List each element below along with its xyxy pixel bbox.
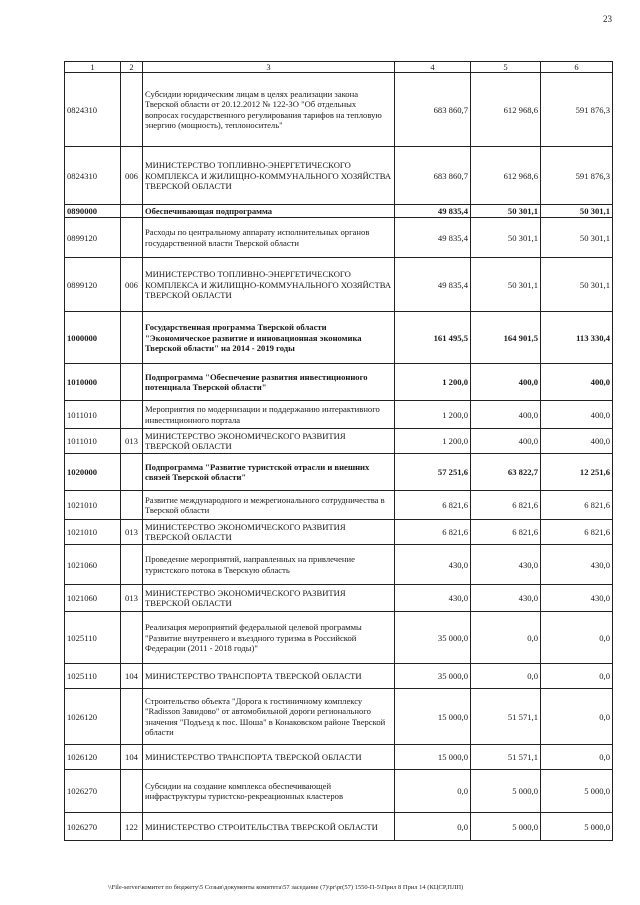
cell-name: Государственная программа Тверской области "Экономическое развитие и инновационная экономика Тверской области" на 2014 - 2019 годы <box>143 312 395 364</box>
cell-expense-type: 013 <box>121 520 143 545</box>
cell-value-col5: 51 571,1 <box>471 689 541 745</box>
cell-expense-type <box>121 545 143 585</box>
table-row <box>65 813 613 841</box>
cell-expense-type <box>121 218 143 258</box>
cell-value-col5: 5 000,0 <box>471 770 541 813</box>
cell-value-col4: 57 251,6 <box>395 454 471 491</box>
cell-code: 1021060 <box>65 545 121 585</box>
cell-expense-type: 006 <box>121 258 143 312</box>
cell-value-col4: 35 000,0 <box>395 612 471 664</box>
cell-value-col4: 15 000,0 <box>395 745 471 770</box>
page-number: 23 <box>603 14 612 24</box>
cell-expense-type <box>121 364 143 401</box>
table-row <box>65 545 613 585</box>
cell-name: Проведение мероприятий, направленных на привлечение туристского потока в Тверскую область <box>143 545 395 585</box>
table-row <box>65 147 613 205</box>
cell-code: 1026120 <box>65 689 121 745</box>
cell-name: Субсидии на создание комплекса обеспечивающей инфраструктуры туристско-рекреационных кластеров <box>143 770 395 813</box>
cell-value-col6: 50 301,1 <box>541 218 613 258</box>
cell-expense-type <box>121 205 143 218</box>
table-row <box>65 73 613 147</box>
cell-expense-type: 122 <box>121 813 143 841</box>
cell-code: 1025110 <box>65 612 121 664</box>
cell-value-col4: 49 835,4 <box>395 218 471 258</box>
cell-value-col5: 400,0 <box>471 364 541 401</box>
table-row <box>65 258 613 312</box>
cell-name: Подпрограмма "Развитие туристской отрасли и внешних связей Тверской области" <box>143 454 395 491</box>
cell-value-col6: 6 821,6 <box>541 520 613 545</box>
cell-value-col4: 35 000,0 <box>395 664 471 689</box>
cell-value-col4: 161 495,5 <box>395 312 471 364</box>
cell-expense-type <box>121 454 143 491</box>
cell-code: 0824310 <box>65 147 121 205</box>
cell-expense-type: 104 <box>121 745 143 770</box>
cell-value-col6: 12 251,6 <box>541 454 613 491</box>
cell-expense-type: 013 <box>121 429 143 454</box>
cell-value-col4: 1 200,0 <box>395 364 471 401</box>
cell-value-col6: 400,0 <box>541 401 613 429</box>
cell-name: МИНИСТЕРСТВО ЭКОНОМИЧЕСКОГО РАЗВИТИЯ ТВЕРСКОЙ ОБЛАСТИ <box>143 520 395 545</box>
cell-value-col6: 0,0 <box>541 612 613 664</box>
cell-value-col5: 63 822,7 <box>471 454 541 491</box>
cell-value-col5: 430,0 <box>471 585 541 612</box>
table-row <box>65 401 613 429</box>
cell-value-col5: 400,0 <box>471 401 541 429</box>
cell-code: 1020000 <box>65 454 121 491</box>
cell-value-col4: 49 835,4 <box>395 258 471 312</box>
table-row <box>65 745 613 770</box>
table-row <box>65 312 613 364</box>
column-header: 2 <box>121 62 143 73</box>
cell-name: МИНИСТЕРСТВО ЭКОНОМИЧЕСКОГО РАЗВИТИЯ ТВЕРСКОЙ ОБЛАСТИ <box>143 585 395 612</box>
cell-value-col5: 6 821,6 <box>471 520 541 545</box>
cell-name: Мероприятия по модернизации и поддержанию интерактивного инвестиционного портала <box>143 401 395 429</box>
cell-name: МИНИСТЕРСТВО ТОПЛИВНО-ЭНЕРГЕТИЧЕСКОГО КОМПЛЕКСА И ЖИЛИЩНО-КОММУНАЛЬНОГО ХОЗЯЙСТВА ТВЕРСКОЙ ОБЛАСТИ <box>143 258 395 312</box>
cell-code: 0824310 <box>65 73 121 147</box>
cell-expense-type: 013 <box>121 585 143 612</box>
cell-value-col6: 0,0 <box>541 689 613 745</box>
table-row <box>65 585 613 612</box>
cell-expense-type <box>121 401 143 429</box>
cell-expense-type: 104 <box>121 664 143 689</box>
cell-value-col4: 0,0 <box>395 813 471 841</box>
cell-value-col4: 6 821,6 <box>395 520 471 545</box>
cell-code: 1000000 <box>65 312 121 364</box>
cell-value-col5: 50 301,1 <box>471 218 541 258</box>
cell-value-col4: 1 200,0 <box>395 401 471 429</box>
cell-code: 0899120 <box>65 218 121 258</box>
cell-expense-type <box>121 73 143 147</box>
cell-name: МИНИСТЕРСТВО ТОПЛИВНО-ЭНЕРГЕТИЧЕСКОГО КОМПЛЕКСА И ЖИЛИЩНО-КОММУНАЛЬНОГО ХОЗЯЙСТВА ТВЕРСКОЙ ОБЛАСТИ <box>143 147 395 205</box>
table-header-row <box>65 62 613 73</box>
cell-code: 1011010 <box>65 401 121 429</box>
table-row <box>65 520 613 545</box>
table-row <box>65 491 613 520</box>
cell-value-col5: 5 000,0 <box>471 813 541 841</box>
table-row <box>65 770 613 813</box>
cell-value-col4: 683 860,7 <box>395 73 471 147</box>
cell-name: Реализация мероприятий федеральной целевой программы "Развитие внутреннего и въездного туризма в Российской Федерации (2011 - 2018 годы)" <box>143 612 395 664</box>
cell-value-col5: 51 571,1 <box>471 745 541 770</box>
cell-value-col5: 50 301,1 <box>471 258 541 312</box>
column-header: 1 <box>65 62 121 73</box>
table-row <box>65 612 613 664</box>
cell-value-col4: 49 835,4 <box>395 205 471 218</box>
cell-value-col4: 430,0 <box>395 545 471 585</box>
cell-value-col4: 430,0 <box>395 585 471 612</box>
cell-value-col4: 683 860,7 <box>395 147 471 205</box>
cell-code: 1025110 <box>65 664 121 689</box>
cell-code: 1021010 <box>65 491 121 520</box>
budget-table <box>64 61 613 841</box>
cell-code: 1011010 <box>65 429 121 454</box>
table-row <box>65 429 613 454</box>
table-row <box>65 664 613 689</box>
cell-value-col6: 113 330,4 <box>541 312 613 364</box>
cell-value-col5: 0,0 <box>471 664 541 689</box>
cell-value-col6: 430,0 <box>541 585 613 612</box>
cell-value-col5: 164 901,5 <box>471 312 541 364</box>
cell-code: 1010000 <box>65 364 121 401</box>
cell-value-col5: 50 301,1 <box>471 205 541 218</box>
column-header: 3 <box>143 62 395 73</box>
cell-value-col6: 5 000,0 <box>541 770 613 813</box>
cell-expense-type: 006 <box>121 147 143 205</box>
cell-expense-type <box>121 770 143 813</box>
cell-value-col6: 430,0 <box>541 545 613 585</box>
cell-value-col6: 400,0 <box>541 429 613 454</box>
table-row <box>65 689 613 745</box>
table-row <box>65 364 613 401</box>
cell-code: 1021060 <box>65 585 121 612</box>
cell-value-col5: 612 968,6 <box>471 147 541 205</box>
cell-name: Субсидии юридическим лицам в целях реализации закона Тверской области от 20.12.2012 № 122-ЗО "Об отдельных вопросах государственного регулирования тарифов на тепловую энергию (мощность), теплоноситель" <box>143 73 395 147</box>
cell-value-col6: 0,0 <box>541 664 613 689</box>
column-header: 6 <box>541 62 613 73</box>
cell-name: МИНИСТЕРСТВО ЭКОНОМИЧЕСКОГО РАЗВИТИЯ ТВЕРСКОЙ ОБЛАСТИ <box>143 429 395 454</box>
cell-value-col4: 15 000,0 <box>395 689 471 745</box>
cell-value-col6: 6 821,6 <box>541 491 613 520</box>
cell-code: 1026270 <box>65 813 121 841</box>
cell-code: 0890000 <box>65 205 121 218</box>
cell-value-col6: 591 876,3 <box>541 147 613 205</box>
table-row <box>65 454 613 491</box>
cell-expense-type <box>121 312 143 364</box>
cell-value-col6: 50 301,1 <box>541 205 613 218</box>
cell-value-col5: 0,0 <box>471 612 541 664</box>
cell-name: МИНИСТЕРСТВО СТРОИТЕЛЬСТВА ТВЕРСКОЙ ОБЛАСТИ <box>143 813 395 841</box>
cell-value-col6: 591 876,3 <box>541 73 613 147</box>
column-header: 4 <box>395 62 471 73</box>
cell-value-col6: 5 000,0 <box>541 813 613 841</box>
cell-code: 1026270 <box>65 770 121 813</box>
cell-name: Строительство объекта "Дорога к гостиничному комплексу "Radisson Завидово" от автомобильной дороги регионального значения "Подъезд к пос. Шоша" в Конаковском районе Тверской области <box>143 689 395 745</box>
table-row <box>65 205 613 218</box>
cell-name: МИНИСТЕРСТВО ТРАНСПОРТА ТВЕРСКОЙ ОБЛАСТИ <box>143 745 395 770</box>
cell-name: МИНИСТЕРСТВО ТРАНСПОРТА ТВЕРСКОЙ ОБЛАСТИ <box>143 664 395 689</box>
cell-code: 1021010 <box>65 520 121 545</box>
cell-expense-type <box>121 491 143 520</box>
table-row <box>65 218 613 258</box>
cell-value-col5: 400,0 <box>471 429 541 454</box>
cell-value-col6: 400,0 <box>541 364 613 401</box>
cell-name: Расходы по центральному аппарату исполнительных органов государственной власти Тверской области <box>143 218 395 258</box>
cell-expense-type <box>121 689 143 745</box>
cell-name: Обеспечивающая подпрограмма <box>143 205 395 218</box>
cell-code: 1026120 <box>65 745 121 770</box>
column-header: 5 <box>471 62 541 73</box>
cell-code: 0899120 <box>65 258 121 312</box>
cell-value-col4: 6 821,6 <box>395 491 471 520</box>
cell-value-col5: 612 968,6 <box>471 73 541 147</box>
cell-value-col6: 50 301,1 <box>541 258 613 312</box>
file-path-footer: \\File-server\комитет по бюджету\5 Созыв\документы комитета\57 заседание (7)\pr\pr(57) 1550-П-5\Прил 8 Прил 14 (КЦСР,ПЛП) <box>108 884 464 891</box>
cell-value-col4: 1 200,0 <box>395 429 471 454</box>
cell-name: Подпрограмма "Обеспечение развития инвестиционного потенциала Тверской области" <box>143 364 395 401</box>
cell-name: Развитие международного и межрегионального сотрудничества в Тверской области <box>143 491 395 520</box>
cell-expense-type <box>121 612 143 664</box>
cell-value-col5: 6 821,6 <box>471 491 541 520</box>
cell-value-col5: 430,0 <box>471 545 541 585</box>
cell-value-col4: 0,0 <box>395 770 471 813</box>
cell-value-col6: 0,0 <box>541 745 613 770</box>
